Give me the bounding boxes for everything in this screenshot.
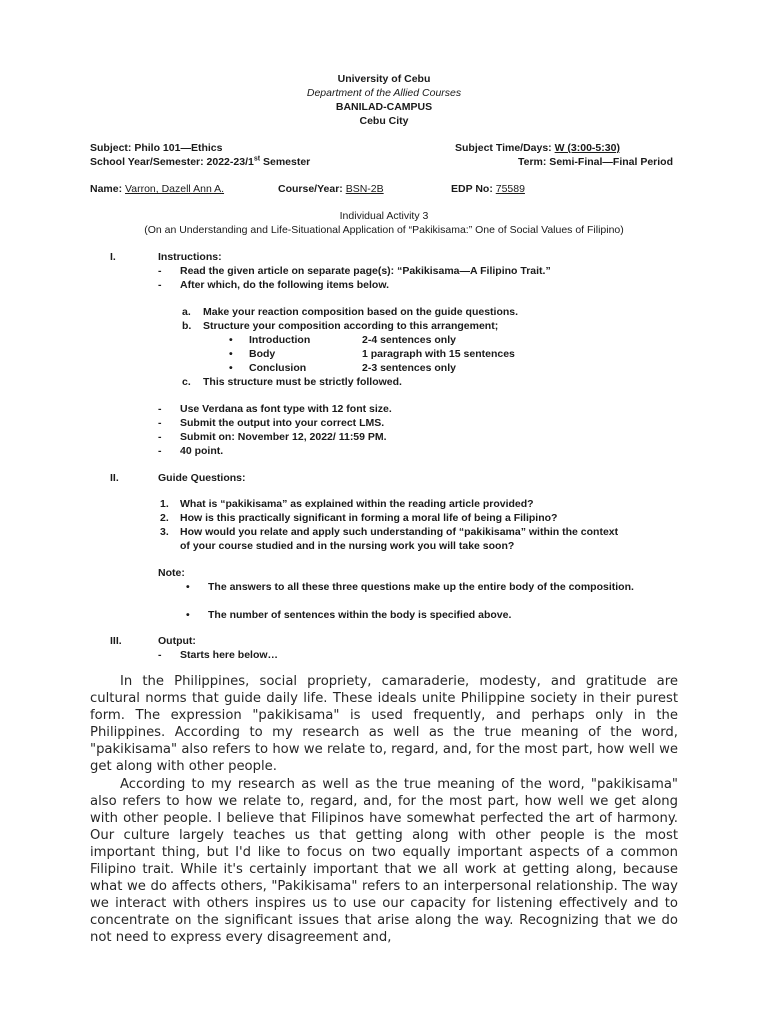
instruction-item: Submit the output into your correct LMS. xyxy=(180,417,385,429)
edp-value: 75589 xyxy=(495,183,525,195)
guide-heading: Guide Questions: xyxy=(158,472,246,484)
essay-text: According to my research as well as the true meaning of the word, "pakikisama" also refers to how we relate to, regard, and, for the most part, how well we get along with other people. I believe that Filipinos have somewhat perfected the art of harmony. Our culture largely teaches us that getting along with other people is the most important thing, but I'd like to focus on two equally important aspects of a common Filipino trait. While it's certainly important that we all work at getting along, because what we do affects others, "Pakikisama" refers to an interpersonal relationship. The way we interact with others inspires us to use our capacity for listening effectively and to concentrate on the significant issues that arise along the way. Recognizing that we do not need to express every disagreement and, xyxy=(90,777,678,945)
school-year-suffix: Semester xyxy=(260,156,311,168)
subject-time xyxy=(455,141,620,155)
structure-spec: 2-3 sentences only xyxy=(362,362,456,374)
department-name: Department of the Allied Courses xyxy=(306,87,462,99)
structure-part: Introduction xyxy=(249,334,311,346)
dash-bullet: - xyxy=(158,403,162,415)
essay-paragraph-1 xyxy=(90,673,678,775)
guide-question-continued: of your course studied and in the nursing work you will take soon? xyxy=(180,540,515,552)
section-two-numeral: II. xyxy=(110,472,119,484)
output-starts: Starts here below… xyxy=(180,649,279,661)
question-number: 3. xyxy=(160,526,169,538)
subject-line: Subject: Philo 101—Ethics xyxy=(90,142,223,154)
dash-bullet: - xyxy=(158,431,162,443)
edp-number xyxy=(451,182,525,196)
activity-title: Individual Activity 3 xyxy=(339,210,429,222)
subject-time-label: Subject Time/Days: xyxy=(455,142,555,154)
instructions-heading: Instructions: xyxy=(158,251,222,263)
structure-part: Conclusion xyxy=(249,362,307,374)
section-one-numeral: I. xyxy=(110,251,116,263)
guide-question: What is “pakikisama” as explained within the reading article provided? xyxy=(180,498,534,510)
activity-subtitle: (On an Understanding and Life-Situational Application of “Pakikisama:” One of Social Values of Filipino) xyxy=(144,224,624,236)
structure-part: Body xyxy=(249,348,276,360)
university-name: University of Cebu xyxy=(337,73,431,85)
school-year-prefix: School Year/Semester: 2022-23/1 xyxy=(90,156,254,168)
instruction-item: 40 point. xyxy=(180,445,224,457)
guide-question: How would you relate and apply such understanding of “pakikisama” within the context xyxy=(180,526,619,538)
question-number: 1. xyxy=(160,498,169,510)
school-year-sup: st xyxy=(253,155,261,163)
essay-paragraph-2 xyxy=(90,776,678,946)
dash-bullet: - xyxy=(158,649,162,661)
name-label: Name: xyxy=(90,183,126,195)
section-three-numeral: III. xyxy=(110,635,122,647)
output-heading: Output: xyxy=(158,635,196,647)
campus-name: BANILAD-CAMPUS xyxy=(335,101,433,113)
bullet-icon: • xyxy=(229,348,233,360)
dash-bullet: - xyxy=(158,445,162,457)
bullet-icon: • xyxy=(229,334,233,346)
note-item: The answers to all these three questions make up the entire body of the composition. xyxy=(208,581,634,593)
school-year-line xyxy=(90,155,310,169)
bullet-icon: • xyxy=(186,581,190,593)
city-name: Cebu City xyxy=(359,115,409,127)
edp-label: EDP No: xyxy=(451,183,496,195)
list-letter: c. xyxy=(182,376,191,388)
dash-bullet: - xyxy=(158,279,162,291)
term-line: Term: Semi-Final—Final Period xyxy=(518,156,673,168)
essay-text: In the Philippines, social propriety, camaraderie, modesty, and gratitude are cultural norms that guide daily life. These ideals unite Philippine society in their purest form. The expression "pakikisama" is used frequently, and perhaps only in the Philippines. According to my research as well as the true meaning of the word, "pakikisama" also refers to how we relate to, regard, and, for the most part, how well we get along with other people. xyxy=(90,674,678,774)
guide-question: How is this practically significant in forming a moral life of being a Filipino? xyxy=(180,512,558,524)
bullet-icon: • xyxy=(186,609,190,621)
course-year xyxy=(278,182,384,196)
structure-spec: 2-4 sentences only xyxy=(362,334,456,346)
list-letter: a. xyxy=(182,306,191,318)
subject-time-value: W (3:00-5:30) xyxy=(554,142,620,154)
course-value: BSN-2B xyxy=(345,183,384,195)
name-value: Varron, Dazell Ann A. xyxy=(125,183,225,195)
list-letter: b. xyxy=(182,320,192,332)
structure-spec: 1 paragraph with 15 sentences xyxy=(362,348,515,360)
bullet-icon: • xyxy=(229,362,233,374)
instruction-item: After which, do the following items below. xyxy=(180,279,390,291)
note-heading: Note: xyxy=(158,567,185,579)
lettered-item: This structure must be strictly followed. xyxy=(203,376,402,388)
instruction-item: Use Verdana as font type with 12 font size. xyxy=(180,403,392,415)
instruction-item: Submit on: November 12, 2022/ 11:59 PM. xyxy=(180,431,387,443)
student-name xyxy=(90,182,224,196)
instruction-item: Read the given article on separate page(s): “Pakikisama—A Filipino Trait.” xyxy=(180,265,551,277)
question-number: 2. xyxy=(160,512,169,524)
dash-bullet: - xyxy=(158,265,162,277)
lettered-item: Make your reaction composition based on the guide questions. xyxy=(203,306,519,318)
note-item: The number of sentences within the body is specified above. xyxy=(208,609,512,621)
dash-bullet: - xyxy=(158,417,162,429)
course-label: Course/Year: xyxy=(278,183,346,195)
lettered-item: Structure your composition according to this arrangement; xyxy=(203,320,499,332)
